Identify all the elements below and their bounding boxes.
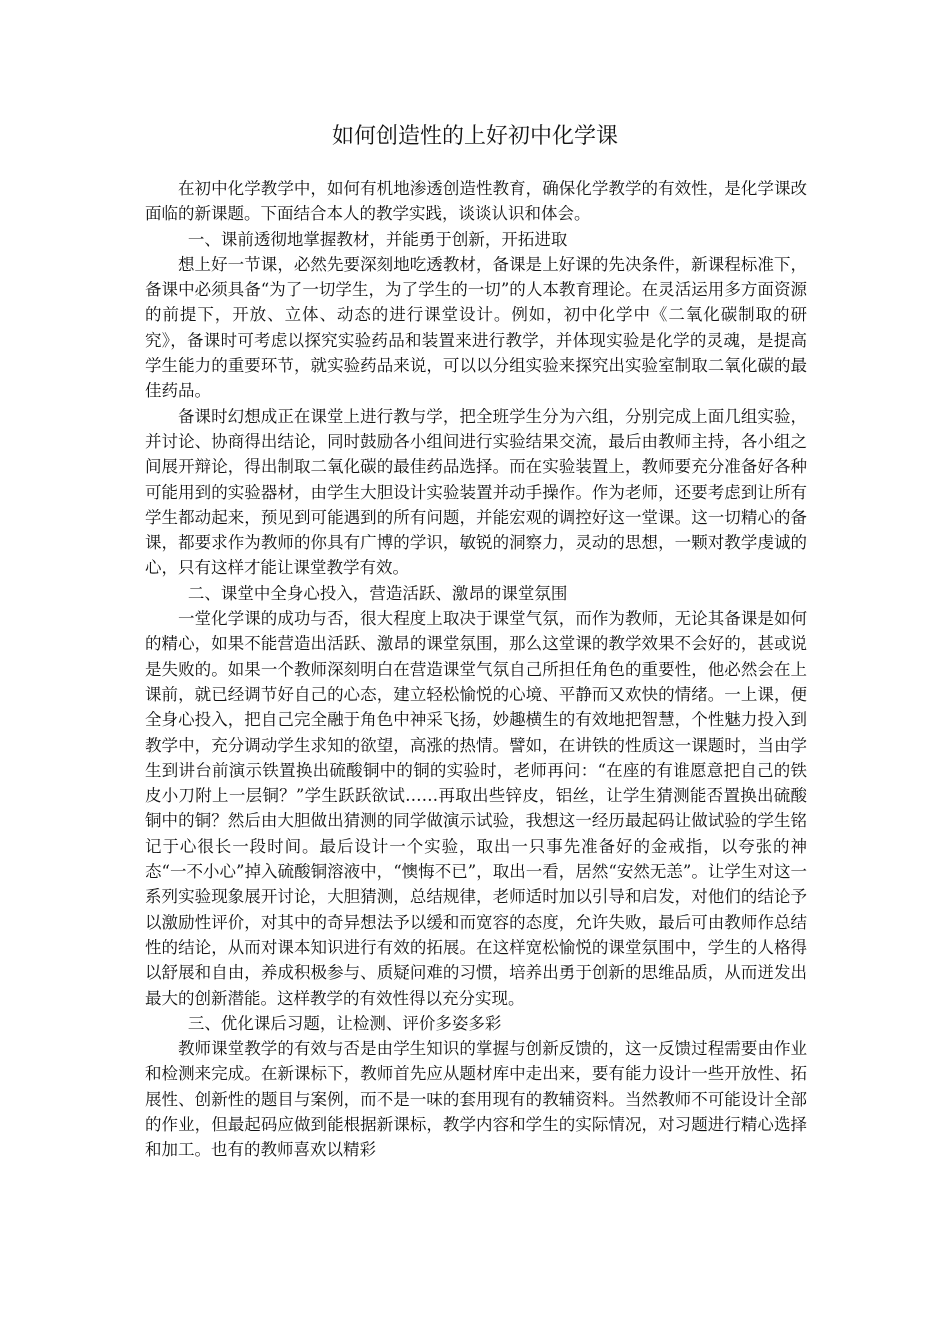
document-title: 如何创造性的上好初中化学课 xyxy=(331,124,618,149)
body-paragraph: 想上好一节课，必然先要深刻地吃透教材，备课是上好课的先决条件，新课程标准下，备课中必须具备“为了一切学生，为了学生的一切”的人本教育理论。在灵活运用多方面资源的前提下，开放、立体、动态的进行课堂设计。例如，初中化学中《二氧化碳制取的研究》，备课时可考虑以探究实验药品和装置来进行教学，并体现实验是化学的灵魂，是提高学生能力的重要环节，就实验药品来说，可以以分组实验来探究出实验室制取二氧化碳的最佳药品。 xyxy=(145,254,807,401)
body-paragraph: 教师课堂教学的有效与否是由学生知识的掌握与创新反馈的，这一反馈过程需要由作业和检测来完成。在新课标下，教师首先应从题材库中走出来，要有能力设计一些开放性、拓展性、创新性的题目与案例，而不是一味的套用现有的教辅资料。当然教师不可能设计全部的作业，但最起码应做到能根据新课标，教学内容和学生的实际情况，对习题进行精心选择和加工。也有的教师喜欢以精彩 xyxy=(145,1039,807,1160)
body-paragraph: 一堂化学课的成功与否，很大程度上取决于课堂气氛，而作为教师，无论其备课是如何的精心，如果不能营造出活跃、激昂的课堂氛围，那么这堂课的教学效果不会好的，甚或说是失败的。如果一个教师深刻明白在营造课堂气氛自己所担任角色的重要性，他必然会在上课前，就已经调节好自己的心态，建立轻松愉悦的心境、平静而又欢快的情绪。一上课，便全身心投入，把自己完全融于角色中神采飞扬，妙趣横生的有效地把智慧，个性魅力投入到教学中，充分调动学生求知的欲望，高涨的热情。譬如，在讲铁的性质这一课题时，当由学生到讲台前演示铁置换出硫酸铜中的铜的实验时，老师再问：“在座的有谁愿意把自己的铁皮小刀附上一层铜？”学生跃跃欲试……再取出些锌皮，铝丝，让学生猜测能否置换出硫酸铜中的铜？然后由大胆做出猜测的同学做演示试验，我想这一经历最起码让做试验的学生铭记于心很长一段时间。最后设计一个实验，取出一只事先准备好的金戒指，以夸张的神态“一不小心”掉入硫酸铜溶液中，“懊悔不已”，取出一看，居然“安然无恙”。让学生对这一系列实验现象展开讨论，大胆猜测，总结规律，老师适时加以引导和启发，对他们的结论予以激励性评价，对其中的奇异想法予以缓和而宽容的态度，允许失败，最后可由教师作总结性的结论，从而对课本知识进行有效的拓展。在这样宽松愉悦的课堂氛围中，学生的人格得以舒展和自由，养成积极参与、质疑问难的习惯，培养出勇于创新的思维品质，从而迸发出最大的创新潜能。这样教学的有效性得以充分实现。 xyxy=(145,609,807,1008)
document-body xyxy=(145,176,807,1163)
section-heading-2: 二、课堂中全身心投入，营造活跃、激昂的课堂氛围 xyxy=(187,583,568,603)
intro-paragraph: 在初中化学教学中，如何有机地渗透创造性教育，确保化学教学的有效性，是化学课改面临的新课题。下面结合本人的教学实践，谈谈认识和体会。 xyxy=(145,179,807,224)
section-heading-1: 一、课前透彻地掌握教材，并能勇于创新，开拓进取 xyxy=(187,229,568,249)
section-heading-3: 三、优化课后习题，让检测、评价多姿多彩 xyxy=(187,1013,502,1033)
body-paragraph: 备课时幻想成正在课堂上进行教与学，把全班学生分为六组，分别完成上面几组实验，并讨论、协商得出结论，同时鼓励各小组间进行实验结果交流，最后由教师主持，各小组之间展开辩论，得出制取二氧化碳的最佳药品选择。而在实验装置上，教师要充分准备好各种可能用到的实验器材，由学生大胆设计实验装置并动手操作。作为老师，还要考虑到让所有学生都动起来，预见到可能遇到的所有问题，并能宏观的调控好这一堂课。这一切精心的备课，都要求作为教师的你具有广博的学识，敏锐的洞察力，灵动的思想，一颗对教学虔诚的心，只有这样才能让课堂教学有效。 xyxy=(145,406,807,578)
